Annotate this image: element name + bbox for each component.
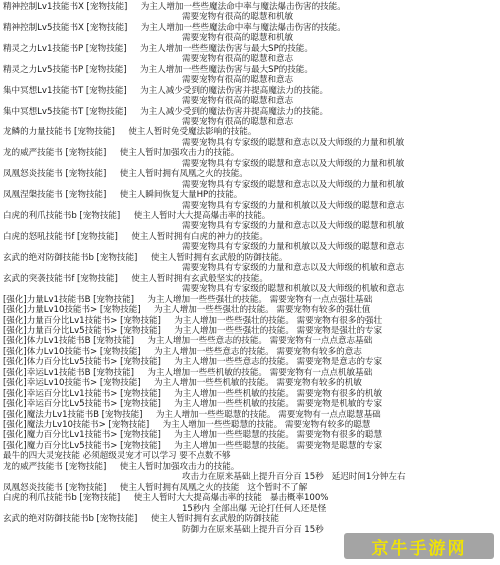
skill-line: 龙的威严技能书 [宠物技能] 使主人暂时加强攻击力的技能。 [3,461,240,472]
skill-line: 最牛的四大灵宠技能 必须超级灵宠才可以学习 要不点数不够 [3,451,231,462]
site-watermark [344,533,494,559]
skill-line: 白虎的利爪技能书b [宠物技能] 使主人暂时大大提高爆击率的技能 暴击概率100% [3,493,329,504]
skill-line: 精神控制Lv5技能书X [宠物技能] 为主人增加一些些魔法命中率与魔法爆击伤害的技能。 [3,22,346,33]
requirement-line: 需要宠物有很高的聪慧和意志 [182,116,294,127]
skill-line: [强化]力量百分比Lv5技能书> [宠物技能] 为主人增加一些些强壮的技能。 需要宠物是强壮的专家 [3,325,382,336]
requirement-line: 攻击力在原来基础上提升百分百 15秒 延迟时间1分钟左右 [182,472,406,483]
requirement-line: 需要宠物有很高的聪慧和意志 [182,75,294,86]
skill-line: [强化]体力百分比Lv5技能书> [宠物技能] 为主人增加一些些意志的技能。 需要宠物是意志的专家 [3,357,382,368]
requirement-line: 需要宠物具有专家级的聪慧和机敏以及大师级的机敏和意志 [182,284,405,295]
requirement-line: 需要宠物具有专家级的力量和意志以及大师级的聪慧和机敏 [182,221,405,232]
skill-line: [强化]体力Lv1技能书B [宠物技能] 为主人增加一些些意志的技能。 需要宠物有一点点意志基础 [3,336,373,347]
skill-line: 玄武的绝对防御技能书b [宠物技能] 使主人暂时拥有玄武般的防御技能。 [3,252,288,263]
skill-line: [强化]力量Lv10技能书> [宠物技能] 为主人增加一些些强壮的技能。 需要宠物有较多的强壮值 [3,305,371,315]
requirement-line: 需要宠物有很高的聪慧和机敏 [182,12,294,23]
requirement-line: 需要宠物有很高的聪慧和意志 [182,54,294,65]
skill-line: 集中冥想Lv1技能书T [宠物技能] 为主人减少受到的魔法伤害并提高魔法力的技能。 [3,85,329,96]
skill-line: [强化]力量百分比Lv1技能书> [宠物技能] 为主人增加一些些强壮的技能。 需要宠物有很多的强壮 [3,315,382,326]
skill-line: 白虎的利爪技能书b [宠物技能] 使主人暂时大大提高爆击率的技能。 [3,211,271,221]
skill-line: [强化]魔力百分比Lv1技能书> [宠物技能] 为主人增加一些些聪慧的技能。 需要宠物有很多的聪慧 [3,430,382,441]
requirement-line: 需要宠物有很高的聪慧和意志 [182,96,294,106]
skill-line: [强化]力量Lv1技能书B [宠物技能] 为主人增加一些些强壮的技能。 需要宠物有一点点强壮基础 [3,294,373,305]
requirement-line: 需要宠物具有专家级的力量和意志以及大师级的机敏和意志 [182,263,405,274]
skill-line: 凤凰涅槃技能书 [宠物技能] 使主人瞬间恢复大量HP的技能。 [3,190,243,201]
skill-line: 龙鳞的力量技能书 [宠物技能] 使主人暂时免受魔法影响的技能。 [3,127,257,138]
skill-line: 玄武的绝对防御技能书b [宠物技能] 使主人暂时拥有玄武般的防御技能 [3,514,279,524]
skill-line: 集中冥想Lv5技能书T [宠物技能] 为主人减少受到的魔法伤害并提高魔法力的技能。 [3,106,329,117]
skill-line: 凤凰怒炎技能书 [宠物技能] 使主人暂时拥有凤凰之火的技能 这个暂时不了解 [3,482,308,493]
skill-line: 精神控制Lv1技能书X [宠物技能] 为主人增加一些些魔法命中率与魔法爆击伤害的技能。 [3,2,346,12]
requirement-line: 需要宠物具有专家级的力量和机敏以及大师级的聪慧和意志 [182,200,405,211]
skill-line: 龙的威严技能书 [宠物技能] 使主人暂时加强攻击力的技能。 [3,148,240,159]
requirement-line: 需要宠物有很高的聪慧和机敏 [182,33,294,44]
skill-line: 凤凰怒炎技能书 [宠物技能] 使主人暂时拥有凤凰之火的技能。 [3,169,248,180]
skill-line: 精灵之力Lv5技能书P [宠物技能] 为主人增加一些些魔法伤害与最大SP的技能。 [3,64,313,75]
requirement-line: 防御力在原来基础上提升百分百 15秒 [182,524,324,535]
skill-line: [强化]幸运百分比Lv1技能书> [宠物技能] 为主人增加一些些机敏的技能。 需要宠物有很多的机敏 [3,388,382,399]
requirement-line: 需要宠物具有专家级的聪慧和意志以及大师级的力量和机敏 [182,179,405,190]
watermark-text: 京牛手游网 [371,538,467,559]
requirement-line: 15秒内 全部出爆 无论打任何人还是怪 [182,503,327,514]
skill-line: [强化]幸运Lv1技能书B [宠物技能] 为主人增加一些些机敏的技能。 需要宠物有一点点机敏基础 [3,367,373,378]
skill-line: [强化]体力Lv10技能书> [宠物技能] 为主人增加一些些意志的技能。 需要宠物有较多的意志 [3,346,362,357]
skill-line: [强化]魔力百分比Lv5技能书> [宠物技能] 为主人增加一些些聪慧的技能。 需要宠物是聪慧的专家 [3,440,382,451]
skill-line: 精灵之力Lv1技能书P [宠物技能] 为主人增加一些些魔法伤害与最大SP的技能。 [3,43,313,54]
skill-line: [强化]魔法力Lv1技能书B [宠物技能] 为主人增加一些些聪慧的技能。 需要宠物有一点点聪慧基础 [3,409,381,420]
skill-line: 白虎的怒吼技能书f [宠物技能] 使主人暂时拥有白虎的神力的技能。 [3,231,268,242]
skill-line: 玄武的突袭技能书f [宠物技能] 使主人暂时拥有玄武般坚实的技能。 [3,273,268,284]
requirement-line: 需要宠物具有专家级的力量和机敏以及大师级的聪慧和意志 [182,242,405,253]
requirement-line: 需要宠物具有专家级的聪慧和意志以及大师级的力量和机敏 [182,137,405,148]
requirement-line: 需要宠物具有专家级的聪慧和意志以及大师级的力量和机敏 [182,158,405,169]
skill-line: [强化]幸运Lv10技能书> [宠物技能] 为主人增加一些些机敏的技能。 需要宠物有较多的机敏 [3,378,362,389]
skill-line: [强化]魔法力Lv10技能书> [宠物技能] 为主人增加一些些聪慧的技能。 需要宠物有较多的聪慧 [3,420,371,430]
skill-line: [强化]幸运百分比Lv5技能书> [宠物技能] 为主人增加一些些机敏的技能。 需要宠物是机敏的专家 [3,399,382,410]
